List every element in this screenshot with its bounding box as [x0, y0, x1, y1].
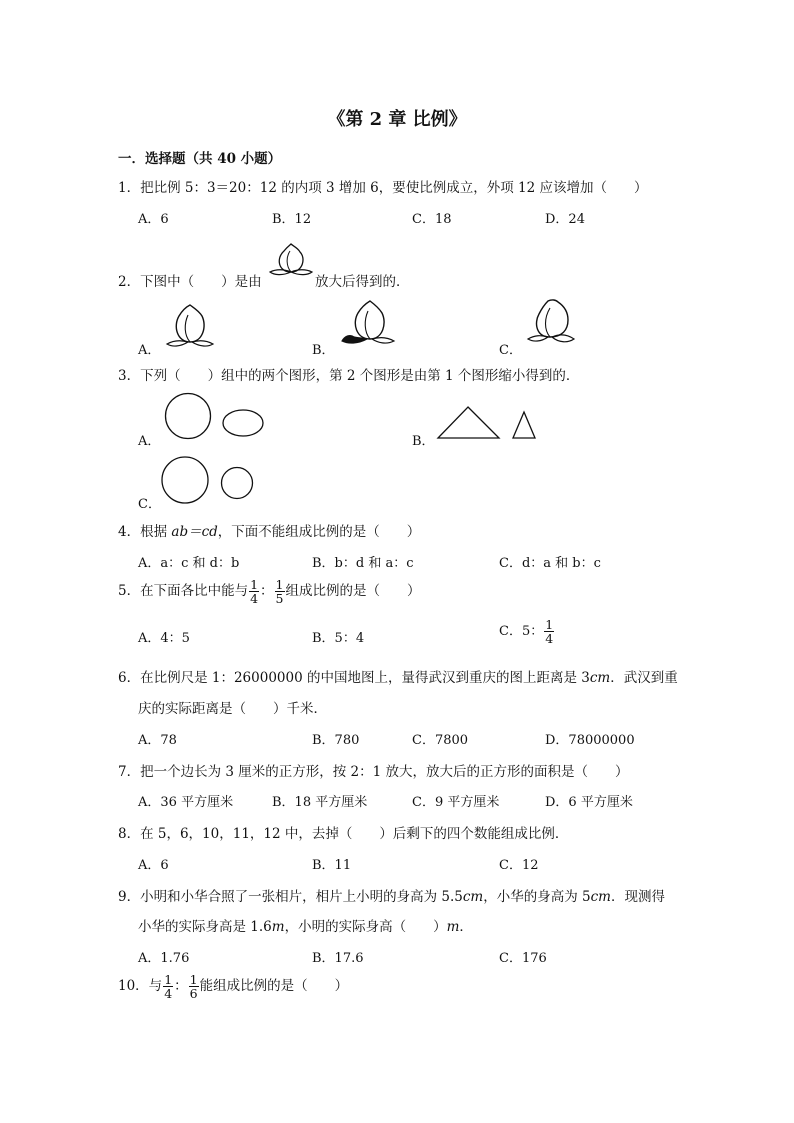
q9-line-2-text-a: 小华的实际身高是 1.6 [138, 919, 272, 935]
q10-fraction-1-numerator: 1 [164, 972, 173, 987]
q5-fraction-1 [249, 578, 259, 605]
q1-option-d: D．24 [545, 212, 585, 227]
q4-option-b: B．b：d 和 a：c [312, 556, 414, 571]
q5-prefix: 5．在下面各比中能与 [118, 583, 249, 599]
page-title: 《第 2 章 比例》 [327, 109, 467, 130]
q9-line-1-text-a: 9．小明和小华合照了一张相片，相片上小明的身高为 5.5 [118, 889, 463, 905]
q4-prefix: 4．根据 [118, 524, 172, 540]
q6-line-1-text: 6．在比例尺是 1：26000000 的中国地图上，量得武汉到重庆的图上距离是 3 [118, 670, 590, 686]
q5-colon: ： [260, 583, 274, 599]
q5-fraction-1-denominator: 4 [250, 591, 259, 606]
q6-line-1-end: ．武汉到重 [610, 670, 678, 686]
q7-option-c: C．9 平方厘米 [412, 795, 500, 810]
q7-option-d: D．6 平方厘米 [545, 795, 633, 810]
q7-option-a: A．36 平方厘米 [138, 795, 234, 810]
q4-option-c: C．d：a 和 b：c [499, 556, 601, 571]
q5-fraction-1-numerator: 1 [250, 577, 259, 592]
q4-equation: ab＝cd [171, 524, 218, 540]
q4-option-a: A．a：c 和 d：b [138, 556, 240, 571]
question-10 [118, 973, 348, 1000]
q5-suffix: 组成比例的是（ ） [285, 583, 421, 599]
q9-unit-1: cm [462, 889, 484, 905]
q2-option-b: B． [312, 343, 335, 358]
q9-line-2-text-c: ． [459, 919, 473, 935]
q9-line-2-text-b: ，小明的实际身高（ ） [284, 919, 447, 935]
q5-option-b: B．5：4 [312, 631, 365, 646]
two-circles-shape [158, 455, 258, 507]
question-9-line-2 [138, 915, 473, 935]
triangle-shapes [435, 404, 545, 444]
question-2-prefix: 2．下图中（ ）是由 [118, 274, 262, 290]
q5-fraction-2 [275, 578, 285, 605]
peach-option-a-icon [165, 302, 215, 350]
q2-option-c: C． [499, 343, 522, 358]
q8-option-a: A．6 [138, 858, 169, 873]
q6-unit: cm [589, 670, 611, 686]
question-7: 7．把一个边长为 3 厘米的正方形，按 2：1 放大，放大后的正方形的面积是（ ） [118, 764, 629, 780]
q9-unit-3: m [271, 919, 285, 935]
question-6-line-1 [118, 666, 678, 686]
q5-fraction-2-denominator: 5 [275, 591, 284, 606]
question-2-suffix: 放大后得到的． [315, 274, 410, 290]
question-3: 3．下列（ ）组中的两个图形，第 2 个图形是由第 1 个图形缩小得到的． [118, 368, 580, 384]
q6-option-a: A．78 [138, 733, 177, 748]
q9-option-c: C．176 [499, 951, 547, 966]
q8-option-b: B．11 [312, 858, 352, 873]
question-4 [118, 520, 420, 540]
q10-fraction-1-denominator: 4 [164, 986, 173, 1001]
q10-fraction-2-numerator: 1 [189, 972, 198, 987]
q2-option-a: A． [138, 343, 161, 358]
q5-option-c-fraction [544, 618, 554, 645]
q4-suffix: ，下面不能组成比例的是（ ） [217, 524, 421, 540]
section-heading: 一．选择题（共 40 小题） [118, 151, 282, 167]
q5-option-c-label: C．5： [499, 624, 544, 639]
question-5 [118, 578, 421, 605]
q5-option-c [499, 618, 555, 645]
peach-option-b-icon [340, 298, 396, 348]
q1-option-b: B．12 [272, 212, 312, 227]
question-1: 1．把比例 5：3＝20：12 的内项 3 增加 6，要使比例成立，外项 12 应该增加（ ） [118, 180, 648, 196]
q9-line-1-text-c: ．现测得 [611, 889, 665, 905]
q5-option-c-numerator: 1 [545, 617, 554, 632]
question-8: 8．在 5，6，10，11，12 中，去掉（ ）后剩下的四个数能组成比例． [118, 826, 569, 842]
q3-option-a: A． [138, 434, 161, 449]
q9-unit-2: cm [590, 889, 611, 905]
circle-and-ellipse-shape [160, 390, 270, 442]
q5-fraction-2-numerator: 1 [275, 577, 284, 592]
q5-option-c-denominator: 4 [545, 631, 554, 646]
q10-prefix: 10．与 [118, 978, 163, 994]
q6-option-c: C．7800 [412, 733, 469, 748]
q6-option-b: B．780 [312, 733, 360, 748]
q10-colon: ： [174, 978, 188, 994]
q3-option-b: B． [412, 434, 435, 449]
q1-option-a: A．6 [138, 212, 169, 227]
question-6-line-2: 庆的实际距离是（ ）千米． [138, 701, 327, 717]
q3-option-c: C． [138, 497, 161, 512]
q10-suffix: 能组成比例的是（ ） [199, 978, 349, 994]
q1-option-c: C．18 [412, 212, 452, 227]
q8-option-c: C．12 [499, 858, 539, 873]
q7-option-b: B．18 平方厘米 [272, 795, 368, 810]
q10-fraction-2 [189, 973, 199, 1000]
q10-fraction-1 [163, 973, 173, 1000]
peach-reference-icon [268, 242, 314, 280]
q9-line-1-text-b: ，小华的身高为 5 [483, 889, 591, 905]
q9-option-a: A．1.76 [138, 951, 190, 966]
q5-option-a: A．4：5 [138, 631, 190, 646]
question-9-line-1 [118, 885, 665, 905]
peach-option-c-icon [526, 296, 576, 348]
q9-option-b: B．17.6 [312, 951, 364, 966]
q6-option-d: D．78000000 [545, 733, 635, 748]
q10-fraction-2-denominator: 6 [189, 986, 198, 1001]
q9-unit-4: m [446, 919, 460, 935]
